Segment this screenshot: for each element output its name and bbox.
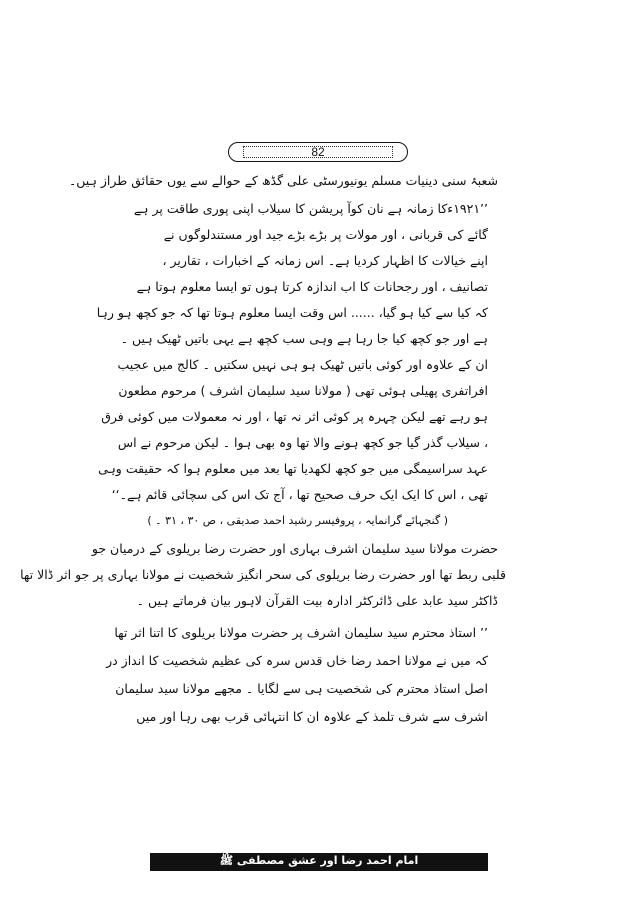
- body-line: ڈاکٹر سید عابد علی ڈائرکٹر ادارہ بیت القرآن لاہور بیان فرماتے ہیں ۔: [136, 593, 498, 608]
- page-number-frame: [228, 142, 408, 162]
- footer-title-bar: [150, 853, 488, 871]
- quote1-citation: ( گنجہائے گرانمایہ ، پروفیسر رشید احمد صدیقی ، ص ۳۰ ، ۳۱ ۔ ): [147, 514, 448, 527]
- quote1-line: کہ کیا سے کیا ہو گیا، ...... اس وقت ایسا معلوم ہوتا تھا کہ جو کچھ ہو رہا: [96, 305, 488, 320]
- quote1-line: ان کے علاوہ اور کوئی باتیں ٹھیک ہو ہی نہیں سکتیں ۔ کالج میں عجیب: [117, 357, 488, 372]
- quote1-line: گائے کی قربانی ، اور مولات پر بڑے بڑے جید اور مستندلوگوں نے: [163, 227, 488, 242]
- quote1-line: تصانیف ، اور رجحانات کا اب اندازہ کرتا ہوں تو ایسا معلوم ہوتا ہے: [136, 279, 488, 294]
- quote1-line: ہے اور جو کچھ کیا جا رہا ہے وہی سب کچھ ہے یہی باتیں ٹھیک ہیں ۔: [120, 331, 488, 346]
- intro-line: شعبۂ سنی دینیات مسلم یونیورسٹی علی گڈھ کے حوالے سے یوں حقائق طراز ہیں۔: [68, 173, 498, 188]
- page-number: 82: [243, 146, 393, 158]
- quote2-line: اصل استاذ محترم کی شخصیت ہی سے لگایا ۔ مجھے مولانا سید سلیمان: [115, 681, 488, 696]
- quote1-line: ، سیلاب گذر گیا جو کچھ ہونے والا تھا وہ بھی ہوا ۔ لیکن مرحوم نے اس: [117, 435, 488, 450]
- quote1-line: افراتفری پھیلی ہوئی تھی ( مولانا سید سلیمان اشرف ) مرحوم مطعون: [118, 383, 488, 398]
- quote1-line: اپنے خیالات کا اظہار کردیا ہے۔ اس زمانہ کے اخبارات ، تقاریر ،: [162, 253, 488, 268]
- quote2-line: کہ میں نے مولانا احمد رضا خاں قدس سرہ کی عظیم شخصیت کا انداز در: [106, 653, 488, 668]
- quote1-line: تھی ، اس کا ایک ایک حرف صحیح تھا ، آج تک اس کی سچائی قائم ہے۔‘‘: [111, 487, 488, 502]
- quote1-line: عہد سراسیمگی میں جو کچھ لکھدیا تھا بعد میں معلوم ہوا کہ حقیقت وہی: [98, 461, 488, 476]
- quote1-line: ہو رہے تھے لیکن چہرہ پر کوئی اثر نہ تھا ، اور نہ معمولات میں کوئی فرق: [101, 409, 488, 424]
- quote1-line: ’’۱۹۲۱ءکا زمانہ ہے نان کوآ پریشن کا سیلاب اپنی پوری طاقت پر ہے: [133, 201, 488, 216]
- quote2-line: اشرف سے شرف تلمذ کے علاوہ ان کا انتہائی قرب بھی رہا اور میں: [136, 709, 488, 724]
- footer-title: امام احمد رضا اور عشق مصطفی ﷺ: [219, 854, 419, 867]
- quote2-line: ’’ استاذ محترم سید سلیمان اشرف پر حضرت مولانا بریلوی کا اتنا اثر تھا: [114, 625, 488, 640]
- body-line: قلبی ربط تھا اور حضرت رضا بریلوی کی سحر انگیز شخصیت نے مولانا بہاری پر جو اثر ڈالا تھا: [20, 567, 506, 582]
- body-line: حضرت مولانا سید سلیمان اشرف بہاری اور حضرت رضا بریلوی کے درمیان جو: [91, 541, 498, 556]
